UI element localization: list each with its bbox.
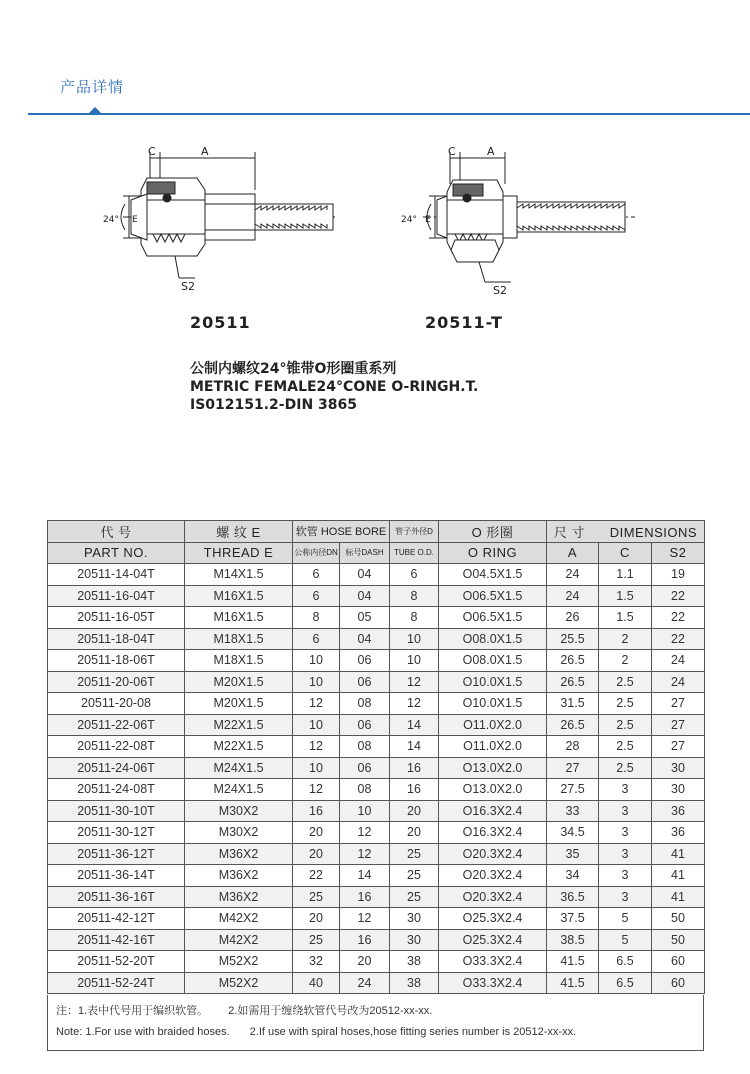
dim-e-label: E	[132, 215, 138, 225]
cell-dim-c: 3	[599, 886, 652, 908]
note-zh-2: 2.如需用于缠绕软管代号改为20512-xx-xx.	[228, 1005, 433, 1017]
cell-dim-s2: 22	[652, 628, 705, 650]
header-dimensions	[547, 521, 705, 543]
cell-tube-od: 25	[390, 843, 439, 865]
cell-dim-c: 2.5	[599, 757, 652, 779]
section-divider	[28, 113, 750, 115]
cell-dn: 16	[293, 800, 340, 822]
cell-o-ring: O06.5X1.5	[439, 585, 547, 607]
cell-dim-a: 25.5	[547, 628, 599, 650]
table-row	[48, 972, 705, 994]
cell-dim-c: 3	[599, 779, 652, 801]
cell-dn: 25	[293, 886, 340, 908]
cell-thread: M42X2	[185, 908, 293, 930]
cell-o-ring: O16.3X2.4	[439, 822, 547, 844]
section-title: 产品详情	[60, 78, 125, 96]
angle-label: 24°	[401, 215, 417, 225]
cell-dim-a: 24	[547, 585, 599, 607]
cell-tube-od: 12	[390, 671, 439, 693]
header-dims-en: DIMENSIONS	[609, 524, 698, 540]
header-thread-en: THREAD E	[185, 542, 293, 564]
cell-dim-c: 2	[599, 628, 652, 650]
cell-tube-od: 25	[390, 865, 439, 887]
series-title-zh: 公制内螺纹24°锥带O形圈重系列	[190, 361, 397, 377]
table-row	[48, 843, 705, 865]
model-number-20511: 20511	[190, 313, 251, 332]
cell-thread: M18X1.5	[185, 628, 293, 650]
series-title-en: METRIC FEMALE24°CONE O-RINGH.T.	[190, 379, 479, 395]
cell-thread: M30X2	[185, 822, 293, 844]
cell-dim-a: 41.5	[547, 972, 599, 994]
cell-tube-od: 6	[390, 564, 439, 586]
cell-dn: 40	[293, 972, 340, 994]
table-row	[48, 908, 705, 930]
cell-thread: M16X1.5	[185, 607, 293, 629]
cell-dn: 20	[293, 822, 340, 844]
cell-dn: 10	[293, 757, 340, 779]
cell-o-ring: O11.0X2.0	[439, 714, 547, 736]
cell-dash: 05	[340, 607, 390, 629]
cell-part-no: 20511-36-16T	[48, 886, 185, 908]
cell-dash: 06	[340, 757, 390, 779]
cell-dim-a: 34.5	[547, 822, 599, 844]
cell-dim-c: 2.5	[599, 671, 652, 693]
header-dim-a: A	[547, 542, 599, 564]
cell-o-ring: O13.0X2.0	[439, 757, 547, 779]
cell-dim-s2: 36	[652, 822, 705, 844]
cell-o-ring: O20.3X2.4	[439, 865, 547, 887]
series-standard: IS012151.2-DIN 3865	[190, 397, 357, 413]
table-row	[48, 951, 705, 973]
cell-dn: 6	[293, 564, 340, 586]
table-row	[48, 865, 705, 887]
cell-dim-a: 41.5	[547, 951, 599, 973]
cell-dim-c: 3	[599, 800, 652, 822]
cell-dash: 10	[340, 800, 390, 822]
cell-dim-a: 28	[547, 736, 599, 758]
cell-dash: 06	[340, 650, 390, 672]
cell-part-no: 20511-22-06T	[48, 714, 185, 736]
cell-tube-od: 38	[390, 972, 439, 994]
table-row	[48, 757, 705, 779]
cell-dim-c: 1.5	[599, 585, 652, 607]
cell-thread: M16X1.5	[185, 585, 293, 607]
cell-dim-a: 34	[547, 865, 599, 887]
cell-dim-a: 26.5	[547, 671, 599, 693]
cell-dim-a: 26.5	[547, 714, 599, 736]
spec-table-body	[48, 564, 705, 994]
cell-tube-od: 12	[390, 693, 439, 715]
cell-dn: 10	[293, 714, 340, 736]
cell-o-ring: O20.3X2.4	[439, 886, 547, 908]
cell-dim-s2: 36	[652, 800, 705, 822]
table-row	[48, 564, 705, 586]
cell-dim-s2: 24	[652, 650, 705, 672]
header-oring-zh: O 形圈	[439, 521, 547, 543]
cell-dn: 20	[293, 843, 340, 865]
cell-dim-s2: 30	[652, 779, 705, 801]
cell-dim-c: 3	[599, 865, 652, 887]
cell-dim-c: 6.5	[599, 972, 652, 994]
cell-dim-s2: 50	[652, 908, 705, 930]
cell-o-ring: O20.3X2.4	[439, 843, 547, 865]
header-thread-zh: 螺 纹 E	[185, 521, 293, 543]
cell-part-no: 20511-36-12T	[48, 843, 185, 865]
cell-dash: 12	[340, 843, 390, 865]
cell-thread: M30X2	[185, 800, 293, 822]
cell-dim-c: 3	[599, 843, 652, 865]
cell-thread: M20X1.5	[185, 693, 293, 715]
cell-dash: 16	[340, 886, 390, 908]
cell-o-ring: O06.5X1.5	[439, 607, 547, 629]
cell-thread: M24X1.5	[185, 757, 293, 779]
table-row	[48, 585, 705, 607]
header-tube-zh: 管子外径D	[390, 521, 439, 543]
cell-tube-od: 10	[390, 650, 439, 672]
table-row	[48, 800, 705, 822]
cell-thread: M22X1.5	[185, 736, 293, 758]
cell-thread: M18X1.5	[185, 650, 293, 672]
header-hose-bore: 软管 HOSE BORE	[293, 521, 390, 543]
cell-dash: 06	[340, 714, 390, 736]
cell-part-no: 20511-16-04T	[48, 585, 185, 607]
cell-part-no: 20511-42-16T	[48, 929, 185, 951]
cell-dash: 14	[340, 865, 390, 887]
table-row	[48, 671, 705, 693]
cell-dim-s2: 27	[652, 693, 705, 715]
cell-thread: M20X1.5	[185, 671, 293, 693]
cell-tube-od: 8	[390, 607, 439, 629]
cell-dim-c: 2.5	[599, 693, 652, 715]
cell-tube-od: 14	[390, 736, 439, 758]
cell-dash: 16	[340, 929, 390, 951]
cell-part-no: 20511-52-20T	[48, 951, 185, 973]
table-row	[48, 693, 705, 715]
cell-tube-od: 25	[390, 886, 439, 908]
cell-dim-a: 31.5	[547, 693, 599, 715]
header-dim-s2: S2	[652, 542, 705, 564]
cell-dim-c: 3	[599, 822, 652, 844]
note-zh-1: 注：1.表中代号用于编织软管。	[56, 1005, 209, 1017]
cell-tube-od: 20	[390, 800, 439, 822]
table-row	[48, 822, 705, 844]
cell-dim-s2: 30	[652, 757, 705, 779]
cell-part-no: 20511-52-24T	[48, 972, 185, 994]
cell-tube-od: 38	[390, 951, 439, 973]
table-row	[48, 714, 705, 736]
header-code-en: PART NO.	[48, 542, 185, 564]
cell-dash: 12	[340, 822, 390, 844]
cell-o-ring: O08.0X1.5	[439, 650, 547, 672]
note-zh	[56, 1002, 695, 1018]
cell-dash: 08	[340, 736, 390, 758]
cell-dim-c: 2.5	[599, 714, 652, 736]
fitting-drawing-20511-T	[395, 138, 635, 298]
cell-part-no: 20511-20-08	[48, 693, 185, 715]
cell-dim-a: 36.5	[547, 886, 599, 908]
cell-thread: M22X1.5	[185, 714, 293, 736]
cell-thread: M24X1.5	[185, 779, 293, 801]
cell-dim-s2: 22	[652, 585, 705, 607]
cell-tube-od: 16	[390, 757, 439, 779]
cell-part-no: 20511-22-08T	[48, 736, 185, 758]
dim-c-label: C	[448, 145, 456, 158]
cell-part-no: 20511-16-05T	[48, 607, 185, 629]
cell-dim-c: 6.5	[599, 951, 652, 973]
note-en-1: Note: 1.For use with braided hoses.	[56, 1026, 230, 1038]
table-row	[48, 650, 705, 672]
cell-o-ring: O16.3X2.4	[439, 800, 547, 822]
spec-table	[47, 520, 705, 994]
dim-a-label: A	[201, 145, 209, 158]
cell-dn: 12	[293, 736, 340, 758]
cell-dn: 20	[293, 908, 340, 930]
cell-dn: 10	[293, 650, 340, 672]
cell-dim-a: 38.5	[547, 929, 599, 951]
cell-dim-a: 27	[547, 757, 599, 779]
cell-tube-od: 8	[390, 585, 439, 607]
header-dim-c: C	[599, 542, 652, 564]
series-title	[190, 360, 478, 414]
cell-o-ring: O33.3X2.4	[439, 972, 547, 994]
header-oring-en: O RING	[439, 542, 547, 564]
cell-dim-a: 26.5	[547, 650, 599, 672]
cell-dim-s2: 60	[652, 951, 705, 973]
cell-part-no: 20511-24-08T	[48, 779, 185, 801]
cell-dim-s2: 41	[652, 843, 705, 865]
note-en-2: 2.If use with spiral hoses,hose fitting series number is 20512-xx-xx.	[249, 1026, 577, 1038]
cell-dash: 06	[340, 671, 390, 693]
cell-thread: M36X2	[185, 843, 293, 865]
cell-dim-c: 1.5	[599, 607, 652, 629]
cell-part-no: 20511-14-04T	[48, 564, 185, 586]
angle-label: 24°	[103, 215, 119, 225]
cell-dash: 04	[340, 585, 390, 607]
dim-e-label: E	[425, 215, 431, 225]
model-number-20511-T: 20511-T	[425, 313, 503, 332]
cell-dn: 12	[293, 779, 340, 801]
cell-dim-s2: 22	[652, 607, 705, 629]
cell-o-ring: O25.3X2.4	[439, 908, 547, 930]
cell-thread: M52X2	[185, 972, 293, 994]
cell-part-no: 20511-36-14T	[48, 865, 185, 887]
cell-dim-s2: 50	[652, 929, 705, 951]
cell-dim-c: 5	[599, 929, 652, 951]
cell-dim-a: 27.5	[547, 779, 599, 801]
cell-dim-a: 37.5	[547, 908, 599, 930]
dim-s2-label: S2	[493, 284, 507, 297]
cell-dim-s2: 60	[652, 972, 705, 994]
cell-o-ring: O04.5X1.5	[439, 564, 547, 586]
cell-dash: 04	[340, 628, 390, 650]
cell-dash: 08	[340, 693, 390, 715]
cell-dash: 20	[340, 951, 390, 973]
cell-dim-c: 5	[599, 908, 652, 930]
cell-dim-a: 24	[547, 564, 599, 586]
dim-s2-label: S2	[181, 280, 195, 293]
table-row	[48, 886, 705, 908]
cell-thread: M14X1.5	[185, 564, 293, 586]
cell-dn: 32	[293, 951, 340, 973]
cell-thread: M42X2	[185, 929, 293, 951]
cell-dn: 8	[293, 607, 340, 629]
header-dims-zh: 尺 寸	[553, 524, 586, 540]
cell-part-no: 20511-30-12T	[48, 822, 185, 844]
cell-o-ring: O13.0X2.0	[439, 779, 547, 801]
fitting-drawing-20511	[95, 138, 335, 298]
cell-tube-od: 20	[390, 822, 439, 844]
cell-thread: M36X2	[185, 865, 293, 887]
cell-dn: 25	[293, 929, 340, 951]
table-row	[48, 607, 705, 629]
cell-part-no: 20511-24-06T	[48, 757, 185, 779]
cell-dim-s2: 41	[652, 886, 705, 908]
table-row	[48, 628, 705, 650]
cell-thread: M36X2	[185, 886, 293, 908]
cell-dim-s2: 19	[652, 564, 705, 586]
cell-dn: 22	[293, 865, 340, 887]
table-row	[48, 779, 705, 801]
cell-dim-c: 2	[599, 650, 652, 672]
section-caret-icon	[89, 107, 101, 113]
cell-dash: 12	[340, 908, 390, 930]
cell-dash: 04	[340, 564, 390, 586]
cell-dim-c: 2.5	[599, 736, 652, 758]
cell-dim-a: 35	[547, 843, 599, 865]
dim-a-label: A	[487, 145, 495, 158]
table-row	[48, 929, 705, 951]
cell-o-ring: O33.3X2.4	[439, 951, 547, 973]
cell-dim-c: 1.1	[599, 564, 652, 586]
cell-o-ring: O08.0X1.5	[439, 628, 547, 650]
cell-tube-od: 30	[390, 929, 439, 951]
cell-part-no: 20511-18-06T	[48, 650, 185, 672]
cell-dn: 10	[293, 671, 340, 693]
cell-tube-od: 16	[390, 779, 439, 801]
cell-dim-a: 26	[547, 607, 599, 629]
note-en	[56, 1026, 695, 1038]
cell-dn: 6	[293, 628, 340, 650]
cell-dim-s2: 24	[652, 671, 705, 693]
cell-dim-a: 33	[547, 800, 599, 822]
cell-dn: 6	[293, 585, 340, 607]
cell-part-no: 20511-18-04T	[48, 628, 185, 650]
cell-o-ring: O25.3X2.4	[439, 929, 547, 951]
cell-thread: M52X2	[185, 951, 293, 973]
notes-box	[47, 995, 704, 1051]
cell-dn: 12	[293, 693, 340, 715]
cell-tube-od: 10	[390, 628, 439, 650]
header-dn: 公称内径DN	[293, 542, 340, 564]
cell-dim-s2: 27	[652, 714, 705, 736]
header-dash: 标号DASH	[340, 542, 390, 564]
cell-dim-s2: 27	[652, 736, 705, 758]
dim-c-label: C	[148, 145, 156, 158]
cell-dash: 24	[340, 972, 390, 994]
cell-o-ring: O10.0X1.5	[439, 671, 547, 693]
cell-part-no: 20511-20-06T	[48, 671, 185, 693]
cell-o-ring: O11.0X2.0	[439, 736, 547, 758]
cell-dim-s2: 41	[652, 865, 705, 887]
cell-part-no: 20511-42-12T	[48, 908, 185, 930]
cell-o-ring: O10.0X1.5	[439, 693, 547, 715]
cell-part-no: 20511-30-10T	[48, 800, 185, 822]
header-tube-en: TUBE O.D.	[390, 542, 439, 564]
cell-tube-od: 30	[390, 908, 439, 930]
cell-tube-od: 14	[390, 714, 439, 736]
cell-dash: 08	[340, 779, 390, 801]
header-code-zh: 代 号	[48, 521, 185, 543]
table-row	[48, 736, 705, 758]
